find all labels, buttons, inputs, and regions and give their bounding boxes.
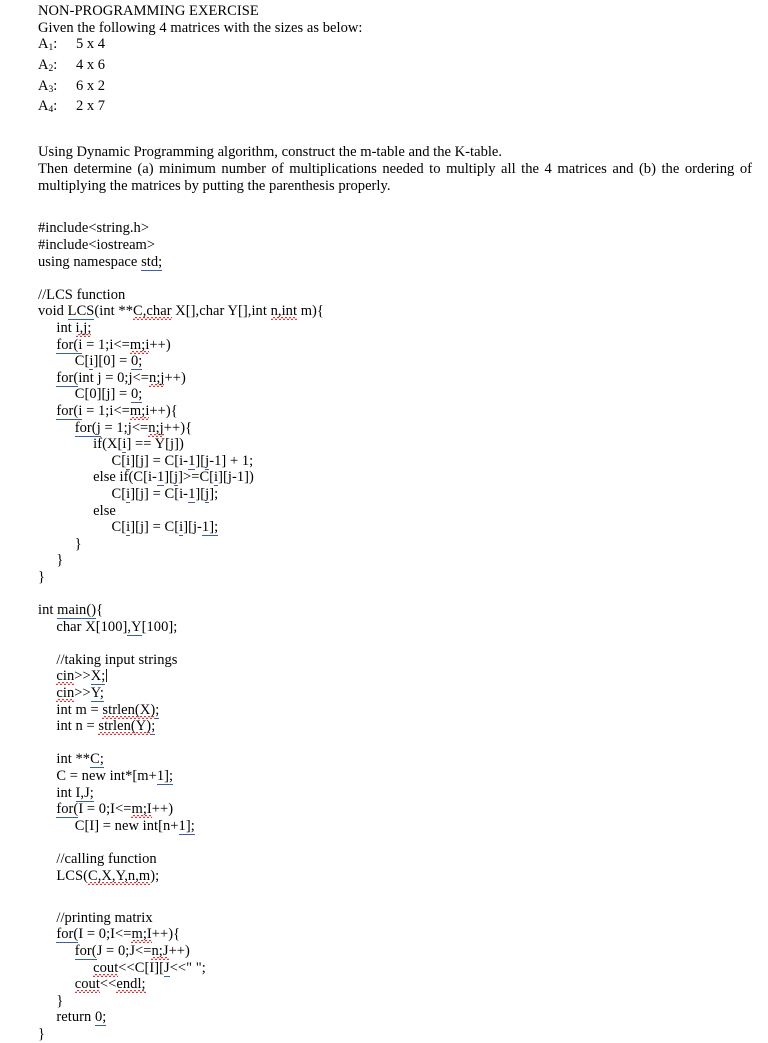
spelling-underline: m;I bbox=[131, 926, 152, 943]
matrix-size: 2 x 7 bbox=[76, 98, 105, 115]
grammar-underline: i bbox=[214, 469, 219, 486]
code-cin-y: cin>>Y; bbox=[56, 685, 104, 702]
grammar-underline: j bbox=[96, 419, 101, 436]
grammar-underline: main() bbox=[57, 602, 97, 619]
grammar-underline: for( bbox=[74, 419, 97, 436]
code-comment-input: //taking input strings bbox=[56, 651, 178, 668]
grammar-underline: i bbox=[126, 519, 131, 536]
matrix-size: 4 x 6 bbox=[76, 56, 105, 73]
matrix-label: $A_1$: bbox=[38, 36, 58, 54]
spacer bbox=[38, 135, 752, 144]
grammar-underline: 0; bbox=[94, 1009, 107, 1026]
grammar-underline: ; bbox=[151, 718, 156, 735]
instruction-line-1: Using Dynamic Programming algorithm, construct the m-table and the K-table. bbox=[38, 144, 503, 161]
spelling-underline: strlen(X) bbox=[102, 701, 156, 718]
grammar-underline: for( bbox=[56, 926, 79, 943]
text-cursor bbox=[106, 669, 108, 682]
code-int-n: int n = strlen(Y); bbox=[56, 718, 156, 735]
code-assign-match: C[i][j] = C[i-1][j-1] + 1; bbox=[111, 452, 254, 469]
spelling-underline: C,X,Y,n,m bbox=[88, 867, 151, 884]
spelling-underline: cout bbox=[74, 976, 100, 993]
code-else: else bbox=[93, 502, 116, 519]
grammar-underline: j bbox=[205, 485, 210, 502]
spacer bbox=[38, 884, 752, 901]
grammar-underline: 1 bbox=[188, 452, 196, 469]
code-else-if: else if(C[i-1][j]>=C[i][j-1]) bbox=[93, 469, 254, 486]
grammar-underline: X; bbox=[90, 668, 106, 685]
spelling-underline: n;j bbox=[149, 369, 165, 386]
code-brace-outer: } bbox=[56, 552, 64, 569]
grammar-underline: 1]; bbox=[201, 519, 219, 536]
grammar-underline: for( bbox=[56, 336, 79, 353]
spacer bbox=[38, 834, 752, 851]
grammar-underline: 1]; bbox=[178, 817, 195, 834]
code-ci-new: C[I] = new int[n+1]; bbox=[74, 817, 195, 834]
grammar-underline: ; bbox=[155, 701, 160, 718]
matrix-label: $A_4$: bbox=[38, 98, 58, 116]
spelling-underline: endl; bbox=[116, 976, 146, 993]
matrix-row bbox=[38, 36, 752, 57]
code-include-iostream: #include<iostream> bbox=[38, 237, 156, 254]
code-assign-left: C[i][j] = C[i][j-1]; bbox=[111, 519, 219, 536]
code-int-ij-cap: int I,J; bbox=[56, 784, 94, 801]
code-brace-inner: } bbox=[74, 535, 82, 552]
instruction-line-2: Then determine (a) minimum number of multiplications needed to multiply all the 4 matrices and (b) the ordering of multiplying the matrices by putting the parenthesis properly. bbox=[38, 161, 752, 195]
spelling-underline: cin bbox=[56, 685, 75, 702]
grammar-underline: 0; bbox=[130, 386, 143, 403]
spelling-underline: cin bbox=[56, 668, 75, 685]
code-comment-print: //printing matrix bbox=[56, 909, 153, 926]
code-if-match: if(X[i] == Y[j]) bbox=[93, 436, 184, 453]
grammar-underline: Y; bbox=[90, 685, 104, 702]
code-int-cc: int **C; bbox=[56, 751, 104, 768]
spelling-underline: strlen(Y) bbox=[98, 718, 152, 735]
code-for-i-print: for(I = 0;I<=m;I++){ bbox=[56, 926, 181, 943]
spelling-underline: cout bbox=[93, 959, 119, 976]
code-for-j-outer: for(int j = 0;j<=n;j++) bbox=[56, 369, 186, 386]
grammar-underline: j bbox=[205, 452, 210, 469]
code-brace-fn: } bbox=[38, 568, 46, 585]
matrix-index: 2 bbox=[48, 63, 54, 74]
matrix-index: 1 bbox=[48, 43, 54, 54]
matrix-size: 6 x 2 bbox=[76, 77, 105, 94]
code-c-new: C = new int*[m+1]; bbox=[56, 768, 174, 785]
code-for-i-1: for(i = 1;i<=m;i++) bbox=[56, 336, 171, 353]
grammar-underline: C; bbox=[90, 751, 104, 768]
code-assign-up: C[i][j] = C[i-1][j]; bbox=[111, 485, 219, 502]
code-assign-ci0: C[i][0] = 0; bbox=[74, 353, 143, 370]
matrix-row bbox=[38, 98, 752, 119]
spacer bbox=[38, 735, 752, 752]
code-brace-print: } bbox=[56, 992, 64, 1009]
grammar-underline: for( bbox=[74, 942, 97, 959]
code-return: return 0; bbox=[56, 1009, 107, 1026]
code-cout-cell: cout<<C[I][J<<" "; bbox=[93, 959, 206, 976]
grammar-underline: LCS bbox=[67, 303, 95, 320]
spelling-underline: C,char bbox=[133, 303, 172, 320]
grammar-underline: for( bbox=[56, 402, 79, 419]
code-brace-main: } bbox=[38, 1025, 46, 1042]
code-using-namespace: using namespace std; bbox=[38, 253, 163, 270]
grammar-underline: 0; bbox=[130, 353, 143, 370]
grammar-underline: std; bbox=[141, 253, 163, 270]
code-call-lcs: LCS(C,X,Y,n,m); bbox=[56, 867, 160, 884]
matrix-label: $A_3$: bbox=[38, 77, 58, 95]
grammar-underline: for( bbox=[56, 801, 79, 818]
code-for-i-alloc: for(I = 0;I<=m;I++) bbox=[56, 801, 174, 818]
spelling-underline: n;j bbox=[148, 419, 164, 436]
spelling-underline: n;J bbox=[151, 942, 169, 959]
matrix-row bbox=[38, 57, 752, 78]
spacer bbox=[38, 901, 752, 910]
matrix-row bbox=[38, 78, 752, 99]
grammar-underline: i bbox=[179, 519, 184, 536]
grammar-underline: I,J; bbox=[75, 784, 94, 801]
grammar-underline: i bbox=[122, 436, 127, 453]
code-cin-x: cin>>X; bbox=[38, 668, 752, 685]
spacer bbox=[38, 211, 752, 220]
code-decl-ij: int i,j; bbox=[56, 320, 92, 337]
grammar-underline: J bbox=[164, 959, 170, 976]
spacer bbox=[38, 270, 752, 287]
grammar-underline: i bbox=[126, 452, 131, 469]
grammar-underline: 1 bbox=[188, 485, 196, 502]
document-body bbox=[38, 3, 752, 1043]
grammar-underline: ,Y bbox=[127, 618, 142, 635]
grammar-underline: 1]; bbox=[156, 768, 174, 785]
spelling-underline: i,j; bbox=[75, 320, 92, 337]
grammar-underline: i bbox=[78, 336, 83, 353]
spacer bbox=[38, 119, 752, 136]
matrix-label: $A_2$: bbox=[38, 56, 58, 74]
spacer bbox=[38, 195, 752, 212]
grammar-underline: j bbox=[174, 469, 179, 486]
grammar-underline: for( bbox=[56, 369, 79, 386]
code-lcs-signature: void LCS(int **C,char X[],char Y[],int n,int m){ bbox=[38, 303, 324, 320]
grammar-underline: i bbox=[78, 402, 83, 419]
grammar-underline: 1 bbox=[156, 469, 165, 486]
spacer bbox=[38, 635, 752, 652]
exercise-intro: Given the following 4 matrices with the sizes as below: bbox=[38, 19, 363, 36]
code-for-j-inner: for(j = 1;j<=n;j++){ bbox=[74, 419, 193, 436]
matrix-index: 4 bbox=[48, 105, 54, 116]
spelling-underline: n,int bbox=[270, 303, 298, 320]
spacer bbox=[38, 586, 752, 603]
grammar-underline: i bbox=[126, 485, 131, 502]
code-include-string: #include<string.h> bbox=[38, 220, 150, 237]
spelling-underline: m;i bbox=[129, 402, 150, 419]
spelling-underline: m;I bbox=[131, 801, 152, 818]
code-main-signature: int main(){ bbox=[38, 602, 104, 619]
code-assign-c0j: C[0][j] = 0; bbox=[74, 386, 143, 403]
code-cout-endl: cout<<endl; bbox=[74, 976, 146, 993]
code-comment-call: //calling function bbox=[56, 851, 157, 868]
matrix-size: 5 x 4 bbox=[76, 36, 105, 53]
exercise-title: NON-PROGRAMMING EXERCISE bbox=[38, 3, 259, 19]
code-char-decl: char X[100],Y[100]; bbox=[56, 618, 178, 635]
code-comment-lcs: //LCS function bbox=[38, 286, 126, 303]
code-for-j-print: for(J = 0;J<=n;J++) bbox=[74, 942, 190, 959]
spelling-underline: m;i bbox=[129, 336, 150, 353]
grammar-underline: i bbox=[89, 353, 94, 370]
matrix-index: 3 bbox=[48, 84, 54, 95]
code-for-i-2: for(i = 1;i<=m;i++){ bbox=[56, 402, 178, 419]
code-int-m: int m = strlen(X); bbox=[56, 701, 160, 718]
